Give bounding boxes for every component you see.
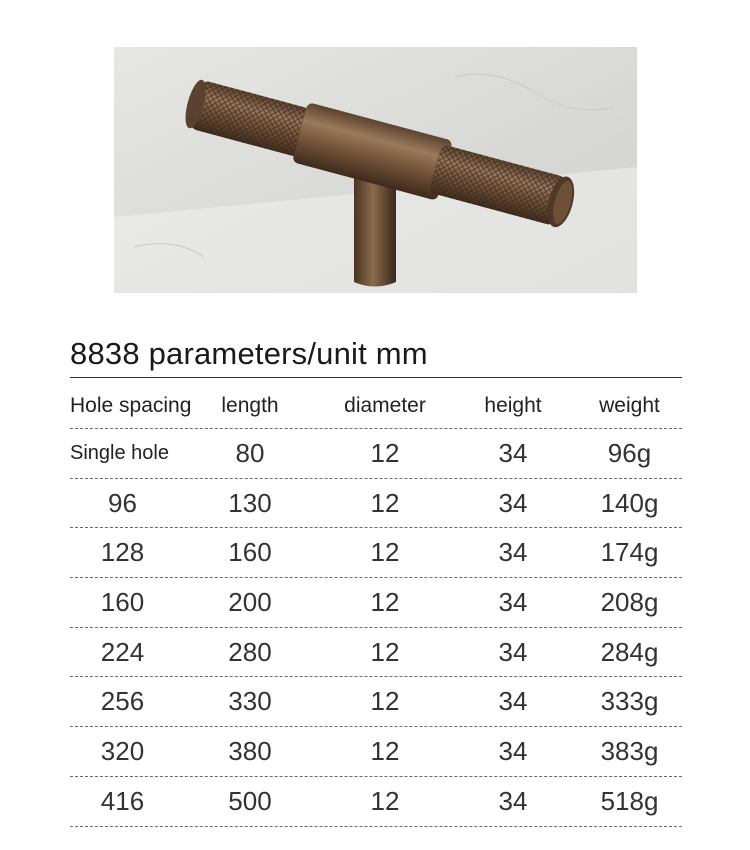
cell-length: 200 (228, 586, 272, 617)
knob-stem (354, 172, 396, 287)
table-row (70, 479, 682, 529)
table-row (70, 628, 682, 678)
table-row (70, 677, 682, 727)
cell-diameter: 12 (370, 437, 400, 468)
cell-weight: 140g (600, 487, 659, 518)
page-title: 8838 parameters/unit mm (70, 336, 428, 371)
cell-length: 330 (228, 686, 272, 717)
t-bar-knob-image (114, 47, 637, 293)
cell-height: 34 (498, 487, 528, 518)
cell-height: 34 (498, 586, 528, 617)
cell-hole-spacing: 416 (100, 785, 145, 816)
spec-table (70, 380, 682, 827)
cell-hole-spacing: 128 (100, 537, 145, 568)
table-row (70, 777, 682, 827)
cell-length: 160 (228, 537, 272, 568)
cell-height: 34 (498, 537, 528, 568)
cell-diameter: 12 (370, 686, 400, 717)
title-divider (70, 377, 682, 378)
cell-height: 34 (498, 735, 528, 766)
table-row (70, 727, 682, 777)
cell-weight: 383g (600, 735, 659, 766)
cell-diameter: 12 (370, 735, 400, 766)
cell-hole-spacing: 96 (108, 487, 137, 518)
cell-weight: 208g (600, 586, 659, 617)
table-row (70, 528, 682, 578)
cell-height: 34 (498, 636, 528, 667)
cell-height: 34 (498, 437, 528, 468)
cell-diameter: 12 (370, 586, 400, 617)
cell-hole-spacing: 160 (100, 586, 145, 617)
cell-weight: 333g (600, 686, 659, 717)
cell-diameter: 12 (370, 537, 400, 568)
cell-height: 34 (498, 785, 528, 816)
header-length: length (221, 394, 279, 417)
cell-diameter: 12 (370, 636, 400, 667)
cell-weight: 96g (607, 437, 652, 468)
cell-height: 34 (498, 686, 528, 717)
cell-length: 280 (228, 636, 272, 667)
table-row (70, 578, 682, 628)
cell-length: 80 (235, 437, 265, 468)
header-diameter: diameter (344, 394, 426, 417)
cell-hole-spacing: 320 (100, 735, 145, 766)
cell-hole-spacing: 224 (100, 636, 145, 667)
cell-weight: 518g (600, 785, 659, 816)
header-weight: weight (599, 394, 660, 417)
cell-length: 500 (228, 785, 272, 816)
table-row (70, 429, 682, 479)
table-header-row (70, 380, 682, 429)
cell-diameter: 12 (370, 487, 400, 518)
cell-diameter: 12 (370, 785, 400, 816)
cell-length: 380 (228, 735, 272, 766)
cell-hole-spacing: Single hole (70, 441, 169, 464)
product-photo (114, 47, 637, 293)
cell-weight: 174g (600, 537, 659, 568)
cell-weight: 284g (600, 636, 659, 667)
cell-length: 130 (228, 487, 272, 518)
cell-hole-spacing: 256 (100, 686, 145, 717)
header-hole-spacing: Hole spacing (70, 394, 192, 417)
header-height: height (484, 394, 542, 417)
